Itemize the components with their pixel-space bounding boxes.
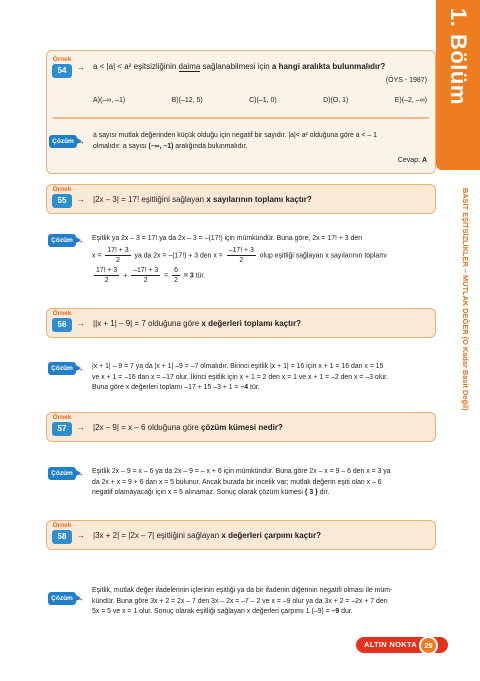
fraction: $\frac{-17! + 3}{2}$ (228, 246, 254, 264)
solution-badge: Çözüm (48, 362, 76, 375)
example-tag (51, 414, 73, 436)
arrow-icon: → (76, 236, 84, 245)
solution-text: a sayısı mutlak değerinden küçük olduğu için negatif bir sayıdır. |a|< a² olduğuna göre a < – 1 olmalıdır. a sayısı (–∞, –1) aralığında bulunmalıdır. (93, 132, 377, 150)
brand-name: ALTIN NOKTA (364, 640, 418, 649)
example-label: Örnek (52, 310, 72, 317)
option-b: B)(–12, 5) (171, 97, 203, 104)
arrow-icon: → (77, 63, 85, 72)
example-label: Örnek (52, 522, 72, 529)
example-label: Örnek (52, 56, 72, 63)
fraction: $\frac{-17! + 3}{2}$ (133, 266, 159, 284)
problem-58 (46, 520, 436, 630)
solution-badge: Çözüm (49, 135, 77, 148)
example-tag (51, 186, 73, 208)
solution-badge: Çözüm (48, 467, 76, 480)
example-tag (51, 522, 73, 544)
chapter-title: 1. Bölüm (446, 8, 471, 105)
question-text: a < |a| < a² eşitsizliğinin daima sağlanabilmesi için a hangi aralıkta bulunmalıdır? (93, 62, 386, 71)
solution-text: Eşitlik, mutlak değer ifadelerinin içlerinin eşitliği ya da bir ifadenin diğerinin negatifi olması ile müm- kündür. Buna göre 3x + 2 = 2x – 7 den 3x – 2x = –7 – 2 ve x = –9 olur ya da 3x + 2 = –2x + 7 den 5x = 5 ve x = 1 olur. Sonuç olarak eşitliği sağlayan x değerleri çarpımı 1.(–9) = –9 dur. (92, 587, 393, 615)
chapter-tab (436, 0, 480, 170)
example-number: 56 (52, 318, 72, 332)
example-number: 58 (52, 530, 72, 544)
solution-text: |x + 1| – 9 = 7 ya da |x + 1| –9 = –7 olmalıdır. Birinci eşitlik |x + 1| = 16 için x + 1 = 16 dan x = 15 ve x + 1 = –16 dan x = –17 olur. İkinci eşitlik için x + 1 = 2 den x = 1 ve x + 1 = –2 den x = –3 olur. Buna göre x değerleri toplamı –17 + 15 –3 + 1 = –4 tür. (92, 363, 388, 391)
arrow-icon: → (77, 531, 85, 540)
example-number: 55 (52, 194, 72, 208)
solution-text: Eşitlik ya 2x – 3 = 17! ya da 2x – 3 = –(17!) için mümkündür. Buna göre, 2x = 17! + 3 den x = $\frac{17! + 3}{2}$ ya da 2x = –(17!) + 3 den x = $\frac{-17! + 3}{2}$ olup eşitliği sağlayan x sayılarının toplamı $\frac{17! + 3}{2}$ + $\frac{-17! + 3}{2}$ = $\frac{6}{2}$ = 3 tür. (92, 235, 387, 284)
exam-source: (ÖYS - 1987) (385, 77, 427, 84)
example-tag (51, 310, 73, 332)
solution-badge: Çözüm (48, 592, 76, 605)
problem-56 (46, 308, 436, 398)
solution-block (46, 550, 436, 630)
example-number: 54 (52, 64, 72, 78)
problem-54 (46, 50, 436, 174)
example-label: Örnek (52, 414, 72, 421)
problem-card (46, 50, 436, 174)
arrow-icon: → (77, 319, 85, 328)
arrow-icon: → (77, 195, 85, 204)
fraction: $\frac{17! + 3}{2}$ (107, 246, 129, 264)
solution-block (46, 338, 436, 398)
fraction: $\frac{17! + 3}{2}$ (96, 266, 118, 284)
example-tag (51, 56, 73, 78)
answer: Cevap: A (397, 157, 427, 164)
fraction: $\frac{6}{2}$ (174, 266, 178, 284)
divider (53, 117, 429, 119)
question-text: |2x – 9| = x – 6 olduğuna göre çözüm kümesi nedir? (93, 423, 283, 432)
solution-block (46, 214, 436, 294)
sidebar (436, 0, 480, 681)
option-e: E)(–2, –∞) (394, 97, 427, 104)
answer-options (93, 97, 427, 104)
option-d: D)(O, 1) (323, 97, 349, 104)
arrow-icon: → (77, 137, 85, 146)
solution-badge: Çözüm (48, 234, 76, 247)
arrow-icon: → (76, 594, 84, 603)
problem-card (46, 308, 436, 338)
option-c: C)(–1, 0) (249, 97, 277, 104)
problem-card (46, 520, 436, 550)
page-number: 29 (419, 636, 438, 655)
example-number: 57 (52, 422, 72, 436)
problem-card (46, 412, 436, 442)
solution-block (46, 442, 436, 502)
option-a: A)(–∞, –1) (93, 97, 126, 104)
section-title: BASİT EŞİTSİZLİKLER – MUTLAK DEĞER (O Kadar Basit Değil) (461, 188, 470, 411)
arrow-icon: → (76, 364, 84, 373)
problem-57 (46, 412, 436, 502)
question-text: |3x + 2| = |2x – 7| eşitliğini sağlayan x değerleri çarpımı kaçtır? (93, 531, 321, 540)
example-label: Örnek (52, 186, 72, 193)
arrow-icon: → (77, 423, 85, 432)
question-text: ||x + 1| – 9| = 7 olduğuna göre x değerleri toplamı kaçtır? (93, 319, 301, 328)
solution-text: Eşitlik 2x – 9 = x – 6 ya da 2x – 9 = – x + 6 için mümkündür. Buna göre 2x – x = 9 – 6 den x = 3 ya da 2x + x = 9 + 6 dan x = 5 bulunur. Ancak burada bir incelik var; mutlak değerin eşiti olan x – 6 negatif olamayacağı için x = 5 alınamaz. Sonuç olarak çözüm kümesi { 3 } dır. (92, 468, 391, 496)
arrow-icon: → (76, 469, 84, 478)
problem-card (46, 184, 436, 214)
problem-55 (46, 184, 436, 294)
question-text: |2x – 3| = 17! eşitliğini sağlayan x sayılarının toplamı kaçtır? (93, 195, 312, 204)
